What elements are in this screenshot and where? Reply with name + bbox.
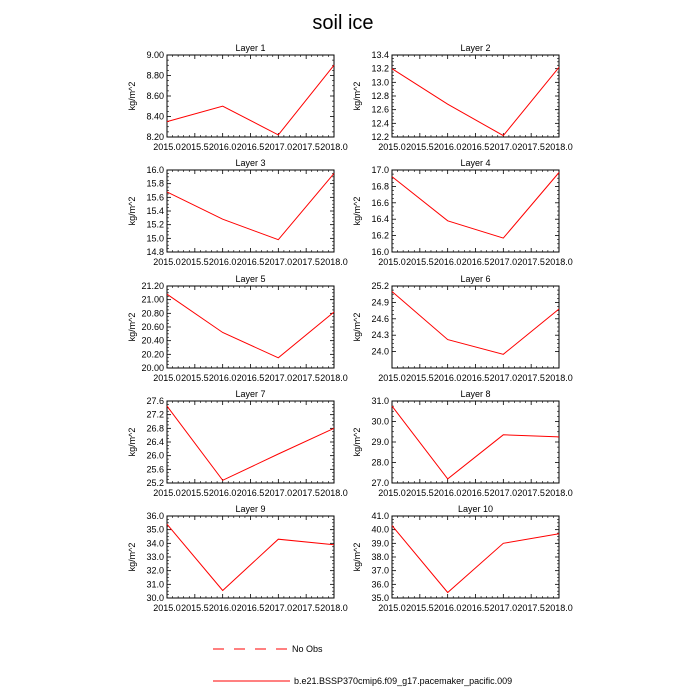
x-tick-label: 2016.0 bbox=[433, 373, 462, 383]
y-tick-label: 15.6 bbox=[146, 192, 164, 203]
y-axis-label: kg/m^2 bbox=[352, 427, 362, 457]
y-tick-label: 8.40 bbox=[146, 111, 164, 122]
y-tick-label: 35.0 bbox=[371, 593, 389, 603]
panel-title: Layer 9 bbox=[235, 504, 266, 514]
series-line bbox=[392, 526, 559, 593]
x-tick-label: 2018.0 bbox=[545, 142, 573, 152]
y-tick-label: 21.20 bbox=[141, 281, 164, 291]
x-tick-label: 2015.0 bbox=[153, 142, 181, 152]
legend-label: No Obs bbox=[292, 644, 323, 654]
y-axis-label: kg/m^2 bbox=[127, 81, 137, 111]
x-tick-label: 2015.5 bbox=[406, 603, 434, 613]
x-tick-label: 2018.0 bbox=[545, 373, 573, 383]
plot-frame bbox=[167, 286, 334, 368]
y-tick-label: 26.4 bbox=[146, 437, 164, 447]
x-tick-label: 2015.5 bbox=[406, 488, 434, 498]
x-tick-label: 2017.5 bbox=[517, 142, 545, 152]
y-tick-label: 8.80 bbox=[146, 70, 164, 81]
y-tick-label: 36.0 bbox=[371, 579, 389, 590]
y-tick-label: 15.0 bbox=[146, 233, 164, 244]
x-tick-label: 2017.0 bbox=[489, 373, 518, 383]
y-tick-label: 35.0 bbox=[146, 524, 164, 535]
y-tick-label: 14.8 bbox=[146, 247, 164, 257]
legend-label: b.e21.BSSP370cmip6.f09_g17.pacemaker_pacific.009 bbox=[294, 676, 513, 686]
x-tick-label: 2017.0 bbox=[264, 373, 293, 383]
y-tick-label: 25.6 bbox=[146, 464, 164, 475]
x-tick-label: 2017.5 bbox=[292, 142, 320, 152]
x-tick-label: 2016.0 bbox=[208, 603, 237, 613]
x-tick-label: 2015.5 bbox=[181, 603, 209, 613]
y-axis-label: kg/m^2 bbox=[127, 542, 137, 572]
y-tick-label: 32.0 bbox=[146, 565, 164, 576]
x-tick-label: 2018.0 bbox=[545, 257, 573, 267]
panel-title: Layer 10 bbox=[457, 504, 494, 514]
x-tick-label: 2016.0 bbox=[433, 488, 462, 498]
y-axis-label: kg/m^2 bbox=[352, 81, 362, 111]
y-tick-label: 16.4 bbox=[371, 214, 389, 225]
x-tick-label: 2015.5 bbox=[406, 142, 434, 152]
chart-panel-4 bbox=[352, 158, 573, 267]
x-tick-label: 2017.0 bbox=[264, 257, 293, 267]
y-tick-label: 33.0 bbox=[146, 552, 164, 562]
y-tick-label: 20.40 bbox=[141, 335, 164, 346]
x-tick-label: 2018.0 bbox=[320, 373, 348, 383]
y-axis-label: kg/m^2 bbox=[352, 312, 362, 342]
y-tick-label: 34.0 bbox=[146, 538, 164, 549]
y-tick-label: 12.2 bbox=[371, 132, 389, 142]
figure-title: soil ice bbox=[312, 12, 374, 34]
x-tick-label: 2016.0 bbox=[208, 142, 237, 152]
y-tick-label: 30.0 bbox=[371, 416, 389, 427]
panel-title: Layer 8 bbox=[460, 389, 491, 399]
chart-panel-3 bbox=[127, 158, 348, 267]
x-tick-label: 2015.5 bbox=[181, 488, 209, 498]
y-tick-label: 41.0 bbox=[371, 511, 389, 521]
y-tick-label: 29.0 bbox=[371, 437, 389, 447]
x-tick-label: 2017.0 bbox=[489, 142, 518, 152]
x-tick-label: 2017.0 bbox=[264, 142, 293, 152]
y-tick-label: 30.0 bbox=[146, 593, 164, 603]
y-tick-label: 15.2 bbox=[146, 219, 164, 230]
x-tick-label: 2015.0 bbox=[378, 142, 406, 152]
y-tick-label: 26.0 bbox=[146, 450, 164, 461]
y-tick-label: 12.8 bbox=[371, 91, 389, 101]
series-line bbox=[392, 173, 559, 239]
x-tick-label: 2017.0 bbox=[489, 603, 518, 613]
x-tick-label: 2016.5 bbox=[236, 488, 265, 498]
panel-title: Layer 4 bbox=[460, 158, 491, 168]
y-tick-label: 16.2 bbox=[371, 230, 389, 241]
y-tick-label: 20.80 bbox=[141, 308, 164, 319]
x-tick-label: 2016.5 bbox=[236, 603, 265, 613]
x-tick-label: 2016.5 bbox=[236, 257, 265, 267]
y-tick-label: 21.00 bbox=[141, 294, 164, 305]
series-line bbox=[167, 294, 334, 358]
y-tick-label: 16.6 bbox=[371, 197, 389, 208]
x-tick-label: 2015.0 bbox=[153, 257, 181, 267]
y-tick-label: 31.0 bbox=[146, 579, 164, 590]
chart-panel-7 bbox=[127, 389, 348, 498]
plot-frame bbox=[392, 55, 559, 137]
x-tick-label: 2016.0 bbox=[208, 373, 237, 383]
chart-panel-9 bbox=[127, 504, 348, 613]
x-tick-label: 2015.5 bbox=[181, 257, 209, 267]
y-tick-label: 38.0 bbox=[371, 552, 389, 562]
panels-group bbox=[127, 43, 573, 613]
y-tick-label: 25.2 bbox=[146, 478, 164, 488]
y-tick-label: 20.20 bbox=[141, 349, 164, 360]
x-tick-label: 2015.0 bbox=[153, 373, 181, 383]
plot-frame bbox=[392, 516, 559, 598]
x-tick-label: 2015.0 bbox=[378, 257, 406, 267]
x-tick-label: 2018.0 bbox=[320, 257, 348, 267]
x-tick-label: 2015.0 bbox=[153, 603, 181, 613]
x-tick-label: 2016.0 bbox=[433, 603, 462, 613]
x-tick-label: 2016.5 bbox=[461, 373, 490, 383]
y-tick-label: 24.3 bbox=[371, 330, 389, 341]
y-tick-label: 15.4 bbox=[146, 206, 164, 216]
x-tick-label: 2017.5 bbox=[292, 488, 320, 498]
series-line bbox=[392, 67, 559, 135]
y-tick-label: 39.0 bbox=[371, 538, 389, 549]
y-tick-label: 26.8 bbox=[146, 423, 164, 434]
x-tick-label: 2016.5 bbox=[461, 603, 490, 613]
chart-panel-8 bbox=[352, 389, 573, 498]
x-tick-label: 2017.5 bbox=[517, 373, 545, 383]
y-tick-label: 20.00 bbox=[141, 363, 164, 373]
chart-panel-1 bbox=[127, 43, 348, 152]
x-tick-label: 2018.0 bbox=[320, 142, 348, 152]
y-tick-label: 12.6 bbox=[371, 104, 389, 115]
x-tick-label: 2018.0 bbox=[545, 603, 573, 613]
legend bbox=[213, 644, 512, 686]
y-tick-label: 40.0 bbox=[371, 524, 389, 535]
x-tick-label: 2016.5 bbox=[461, 257, 490, 267]
y-tick-label: 37.0 bbox=[371, 565, 389, 576]
panel-title: Layer 3 bbox=[235, 158, 266, 168]
y-tick-label: 28.0 bbox=[371, 457, 389, 468]
panel-title: Layer 6 bbox=[460, 274, 491, 284]
x-tick-label: 2016.0 bbox=[433, 142, 462, 152]
y-axis-label: kg/m^2 bbox=[127, 312, 137, 342]
x-tick-label: 2015.0 bbox=[153, 488, 181, 498]
x-tick-label: 2018.0 bbox=[545, 488, 573, 498]
y-tick-label: 31.0 bbox=[371, 396, 389, 406]
y-tick-label: 24.0 bbox=[371, 346, 389, 357]
y-axis-label: kg/m^2 bbox=[352, 542, 362, 572]
x-tick-label: 2015.5 bbox=[181, 373, 209, 383]
chart-panel-10 bbox=[352, 504, 573, 613]
y-tick-label: 8.20 bbox=[146, 132, 164, 142]
series-line bbox=[392, 406, 559, 479]
x-tick-label: 2015.0 bbox=[378, 373, 406, 383]
y-tick-label: 24.9 bbox=[371, 297, 389, 308]
plot-frame bbox=[167, 170, 334, 252]
y-tick-label: 16.0 bbox=[146, 165, 164, 175]
y-tick-label: 36.0 bbox=[146, 511, 164, 521]
plot-frame bbox=[167, 516, 334, 598]
x-tick-label: 2017.5 bbox=[292, 373, 320, 383]
panel-title: Layer 7 bbox=[235, 389, 266, 399]
series-line bbox=[392, 292, 559, 355]
y-tick-label: 16.8 bbox=[371, 181, 389, 192]
x-tick-label: 2016.5 bbox=[236, 142, 265, 152]
y-tick-label: 12.4 bbox=[371, 118, 389, 129]
y-tick-label: 13.0 bbox=[371, 77, 389, 88]
x-tick-label: 2017.5 bbox=[517, 603, 545, 613]
x-tick-label: 2015.0 bbox=[378, 488, 406, 498]
y-tick-label: 9.00 bbox=[146, 50, 164, 60]
chart-panel-6 bbox=[352, 274, 573, 383]
series-line bbox=[167, 65, 334, 135]
series-line bbox=[167, 406, 334, 480]
y-tick-label: 15.8 bbox=[146, 178, 164, 189]
x-tick-label: 2016.0 bbox=[208, 257, 237, 267]
y-tick-label: 17.0 bbox=[371, 165, 389, 175]
plot-frame bbox=[167, 401, 334, 483]
y-tick-label: 13.4 bbox=[371, 50, 389, 60]
x-tick-label: 2016.5 bbox=[461, 488, 490, 498]
x-tick-label: 2017.0 bbox=[489, 257, 518, 267]
y-tick-label: 25.2 bbox=[371, 281, 389, 291]
x-tick-label: 2015.0 bbox=[378, 603, 406, 613]
x-tick-label: 2016.0 bbox=[208, 488, 237, 498]
y-tick-label: 8.60 bbox=[146, 91, 164, 101]
x-tick-label: 2018.0 bbox=[320, 488, 348, 498]
y-tick-label: 13.2 bbox=[371, 63, 389, 74]
y-axis-label: kg/m^2 bbox=[127, 196, 137, 226]
y-tick-label: 27.2 bbox=[146, 409, 164, 420]
y-axis-label: kg/m^2 bbox=[127, 427, 137, 457]
x-tick-label: 2016.0 bbox=[433, 257, 462, 267]
x-tick-label: 2017.5 bbox=[517, 488, 545, 498]
series-line bbox=[167, 173, 334, 239]
x-tick-label: 2017.0 bbox=[489, 488, 518, 498]
plot-frame bbox=[392, 401, 559, 483]
y-tick-label: 27.0 bbox=[371, 478, 389, 488]
x-tick-label: 2017.0 bbox=[264, 488, 293, 498]
x-tick-label: 2017.5 bbox=[292, 257, 320, 267]
x-tick-label: 2017.5 bbox=[517, 257, 545, 267]
y-tick-label: 27.6 bbox=[146, 396, 164, 406]
x-tick-label: 2015.5 bbox=[406, 257, 434, 267]
x-tick-label: 2018.0 bbox=[320, 603, 348, 613]
panel-title: Layer 5 bbox=[235, 274, 266, 284]
y-axis-label: kg/m^2 bbox=[352, 196, 362, 226]
plot-frame bbox=[392, 170, 559, 252]
x-tick-label: 2015.5 bbox=[406, 373, 434, 383]
y-tick-label: 20.60 bbox=[141, 322, 164, 332]
plot-frame bbox=[392, 286, 559, 368]
chart-panel-2 bbox=[352, 43, 573, 152]
panel-title: Layer 1 bbox=[235, 43, 266, 53]
panel-title: Layer 2 bbox=[460, 43, 491, 53]
x-tick-label: 2015.5 bbox=[181, 142, 209, 152]
series-line bbox=[167, 524, 334, 590]
x-tick-label: 2017.5 bbox=[292, 603, 320, 613]
x-tick-label: 2016.5 bbox=[236, 373, 265, 383]
x-tick-label: 2016.5 bbox=[461, 142, 490, 152]
x-tick-label: 2017.0 bbox=[264, 603, 293, 613]
chart-panel-5 bbox=[127, 274, 348, 383]
y-tick-label: 16.0 bbox=[371, 247, 389, 257]
y-tick-label: 24.6 bbox=[371, 313, 389, 324]
